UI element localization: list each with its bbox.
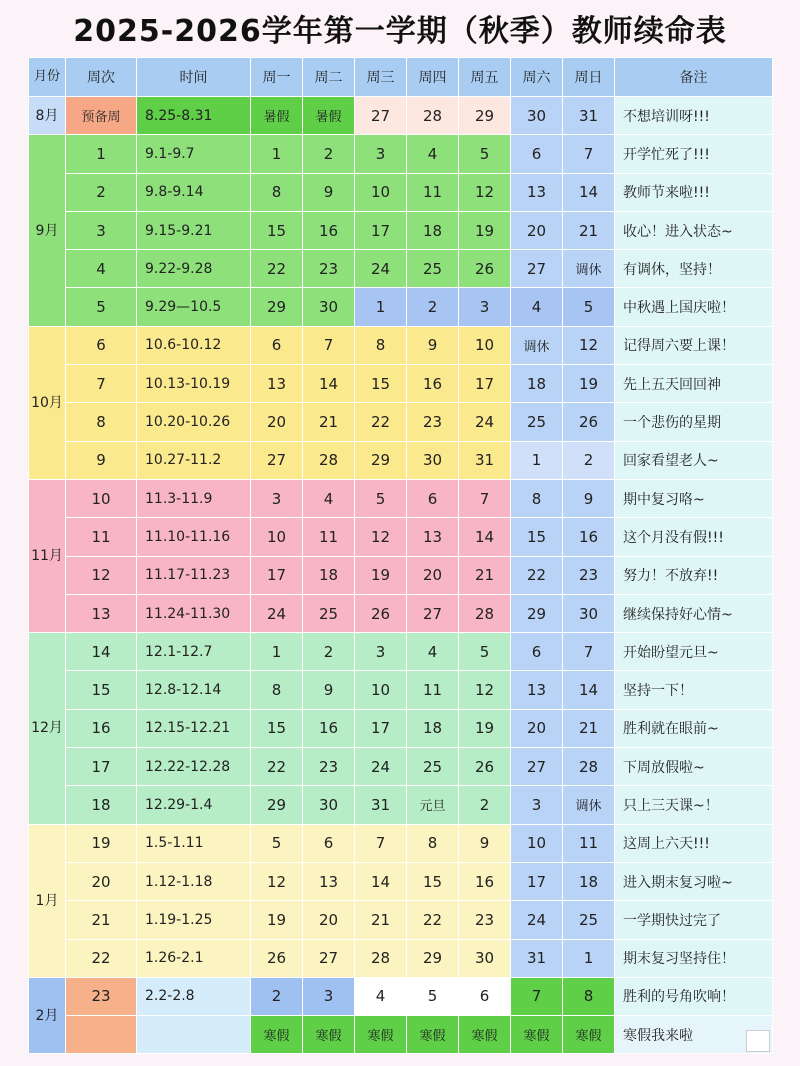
day-cell: 17: [355, 211, 407, 249]
day-cell: 30: [459, 939, 511, 977]
day-cell: 16: [303, 709, 355, 747]
day-cell: 12: [459, 671, 511, 709]
table-row: [29, 211, 773, 249]
date-range: 9.29—10.5: [137, 288, 251, 326]
page-title: 2025-2026学年第一学期（秋季）教师续命表: [73, 14, 727, 49]
day-cell: 21: [459, 556, 511, 594]
week-number: 10: [66, 479, 137, 517]
day-cell: 4: [511, 288, 563, 326]
day-cell: 19: [251, 901, 303, 939]
day-cell: 15: [511, 518, 563, 556]
day-cell: 14: [563, 671, 615, 709]
day-cell: 10: [355, 173, 407, 211]
day-cell: 27: [355, 97, 407, 135]
day-cell: 28: [563, 748, 615, 786]
note-cell: 中秋遇上国庆啦！: [615, 288, 773, 326]
day-cell: 14: [459, 518, 511, 556]
day-cell: 25: [511, 403, 563, 441]
day-cell: 6: [251, 326, 303, 364]
day-cell: 15: [251, 709, 303, 747]
week-number: 3: [66, 211, 137, 249]
day-cell: 23: [459, 901, 511, 939]
day-cell: 27: [407, 594, 459, 632]
week-number: 5: [66, 288, 137, 326]
column-header: 周一: [251, 58, 303, 97]
day-cell: 暑假: [303, 97, 355, 135]
day-cell: 8: [251, 671, 303, 709]
date-range: 11.24-11.30: [137, 594, 251, 632]
day-cell: 15: [251, 211, 303, 249]
week-number: 20: [66, 862, 137, 900]
table-row: [29, 633, 773, 671]
day-cell: 8: [355, 326, 407, 364]
table-row: [29, 977, 773, 1015]
table-row: [29, 288, 773, 326]
day-cell: 17: [459, 365, 511, 403]
day-cell: 11: [303, 518, 355, 556]
week-number: 17: [66, 748, 137, 786]
day-cell: 14: [303, 365, 355, 403]
column-header: 备注: [615, 58, 773, 97]
table-row: [29, 824, 773, 862]
week-number: 12: [66, 556, 137, 594]
day-cell: 4: [355, 977, 407, 1015]
month-label: 1月: [29, 824, 66, 977]
day-cell: 20: [511, 709, 563, 747]
column-header: 周三: [355, 58, 407, 97]
column-header: 时间: [137, 58, 251, 97]
day-cell: 20: [251, 403, 303, 441]
date-range: 10.27-11.2: [137, 441, 251, 479]
date-range: 2.2-2.8: [137, 977, 251, 1015]
day-cell: 17: [355, 709, 407, 747]
note-cell: 胜利就在眼前~: [615, 709, 773, 747]
date-range: 9.15-9.21: [137, 211, 251, 249]
table-row: [29, 671, 773, 709]
date-range: 11.17-11.23: [137, 556, 251, 594]
day-cell: 3: [251, 479, 303, 517]
day-cell: 11: [407, 173, 459, 211]
day-cell: 4: [303, 479, 355, 517]
day-cell: 12: [563, 326, 615, 364]
note-cell: 先上五天回回神: [615, 365, 773, 403]
day-cell: 8: [563, 977, 615, 1015]
day-cell: 19: [563, 365, 615, 403]
table-row: [29, 594, 773, 632]
day-cell: 24: [459, 403, 511, 441]
day-cell: 16: [303, 211, 355, 249]
note-cell: 只上三天课~！: [615, 786, 773, 824]
table-row: [29, 556, 773, 594]
date-range: 9.22-9.28: [137, 250, 251, 288]
table-row: [29, 862, 773, 900]
date-range: 12.1-12.7: [137, 633, 251, 671]
day-cell: 17: [511, 862, 563, 900]
day-cell: 29: [355, 441, 407, 479]
date-range: 12.15-12.21: [137, 709, 251, 747]
day-cell: 18: [407, 709, 459, 747]
day-cell: 7: [563, 135, 615, 173]
day-cell: 29: [459, 97, 511, 135]
table-row: [29, 518, 773, 556]
table-row: [29, 365, 773, 403]
week-number: 18: [66, 786, 137, 824]
day-cell: 6: [511, 135, 563, 173]
note-cell: 这周上六天!!!: [615, 824, 773, 862]
table-row: [29, 135, 773, 173]
day-cell: 26: [563, 403, 615, 441]
day-cell: 28: [355, 939, 407, 977]
day-cell: 5: [459, 135, 511, 173]
day-cell: 寒假: [303, 1016, 355, 1054]
day-cell: 26: [459, 748, 511, 786]
day-cell: 10: [251, 518, 303, 556]
note-cell: 坚持一下！: [615, 671, 773, 709]
day-cell: 30: [407, 441, 459, 479]
day-cell: 5: [355, 479, 407, 517]
column-header: 周六: [511, 58, 563, 97]
day-cell: 3: [303, 977, 355, 1015]
day-cell: 2: [251, 977, 303, 1015]
day-cell: 1: [511, 441, 563, 479]
day-cell: 12: [251, 862, 303, 900]
day-cell: 18: [511, 365, 563, 403]
day-cell: 30: [511, 97, 563, 135]
day-cell: 7: [459, 479, 511, 517]
day-cell: 30: [303, 288, 355, 326]
date-range: 1.12-1.18: [137, 862, 251, 900]
day-cell: 1: [251, 633, 303, 671]
day-cell: 18: [407, 211, 459, 249]
day-cell: 20: [407, 556, 459, 594]
date-range: 10.20-10.26: [137, 403, 251, 441]
column-header: 周二: [303, 58, 355, 97]
week-number: 14: [66, 633, 137, 671]
table-row: [29, 250, 773, 288]
day-cell: 19: [355, 556, 407, 594]
table-row: [29, 901, 773, 939]
week-number: 9: [66, 441, 137, 479]
day-cell: 29: [511, 594, 563, 632]
date-range: 12.29-1.4: [137, 786, 251, 824]
table-row: [29, 709, 773, 747]
day-cell: 23: [407, 403, 459, 441]
week-number: 13: [66, 594, 137, 632]
schedule-table: [28, 57, 773, 1054]
note-cell: 胜利的号角吹响！: [615, 977, 773, 1015]
day-cell: 14: [563, 173, 615, 211]
week-number: 预备周: [66, 97, 137, 135]
table-row: [29, 1016, 773, 1054]
table-row: [29, 479, 773, 517]
day-cell: 13: [511, 173, 563, 211]
day-cell: 13: [251, 365, 303, 403]
week-number: 19: [66, 824, 137, 862]
week-number: 23: [66, 977, 137, 1015]
week-number: 2: [66, 173, 137, 211]
day-cell: 3: [355, 135, 407, 173]
day-cell: 23: [563, 556, 615, 594]
day-cell: 17: [251, 556, 303, 594]
week-number: 8: [66, 403, 137, 441]
day-cell: 28: [459, 594, 511, 632]
month-label: 12月: [29, 633, 66, 824]
day-cell: 10: [459, 326, 511, 364]
day-cell: 3: [511, 786, 563, 824]
week-number: 4: [66, 250, 137, 288]
day-cell: 寒假: [511, 1016, 563, 1054]
day-cell: 25: [407, 250, 459, 288]
week-number: 11: [66, 518, 137, 556]
day-cell: 30: [563, 594, 615, 632]
day-cell: 5: [251, 824, 303, 862]
day-cell: 27: [511, 748, 563, 786]
day-cell: 2: [303, 633, 355, 671]
month-label: 10月: [29, 326, 66, 479]
day-cell: 7: [563, 633, 615, 671]
note-cell: 继续保持好心情~: [615, 594, 773, 632]
day-cell: 9: [303, 671, 355, 709]
day-cell: 26: [459, 250, 511, 288]
note-cell: 期末复习坚持住！: [615, 939, 773, 977]
table-row: [29, 441, 773, 479]
day-cell: 31: [459, 441, 511, 479]
table-row: [29, 173, 773, 211]
date-range: 1.26-2.1: [137, 939, 251, 977]
day-cell: 22: [251, 250, 303, 288]
day-cell: 28: [407, 97, 459, 135]
day-cell: 6: [407, 479, 459, 517]
day-cell: 9: [459, 824, 511, 862]
day-cell: 18: [563, 862, 615, 900]
day-cell: 21: [563, 211, 615, 249]
note-cell: 一学期快过完了: [615, 901, 773, 939]
day-cell: 13: [407, 518, 459, 556]
day-cell: 22: [355, 403, 407, 441]
table-row: [29, 326, 773, 364]
week-number: 16: [66, 709, 137, 747]
column-header: 月份: [29, 58, 66, 97]
day-cell: 31: [355, 786, 407, 824]
day-cell: 11: [563, 824, 615, 862]
day-cell: 21: [563, 709, 615, 747]
day-cell: 5: [407, 977, 459, 1015]
note-cell: 寒假我来啦: [615, 1016, 773, 1054]
day-cell: 22: [511, 556, 563, 594]
day-cell: 5: [563, 288, 615, 326]
date-range: 10.13-10.19: [137, 365, 251, 403]
day-cell: 23: [303, 250, 355, 288]
day-cell: 2: [407, 288, 459, 326]
day-cell: 10: [511, 824, 563, 862]
day-cell: 28: [303, 441, 355, 479]
day-cell: 24: [511, 901, 563, 939]
day-cell: 15: [407, 862, 459, 900]
note-cell: 开始盼望元旦~: [615, 633, 773, 671]
day-cell: 寒假: [563, 1016, 615, 1054]
day-cell: 24: [251, 594, 303, 632]
week-number: [66, 1016, 137, 1054]
day-cell: 4: [407, 633, 459, 671]
day-cell: 31: [563, 97, 615, 135]
note-cell: 记得周六要上课！: [615, 326, 773, 364]
week-number: 21: [66, 901, 137, 939]
date-range: 1.19-1.25: [137, 901, 251, 939]
day-cell: 27: [511, 250, 563, 288]
day-cell: 16: [407, 365, 459, 403]
day-cell: 27: [251, 441, 303, 479]
note-cell: 期中复习咯~: [615, 479, 773, 517]
day-cell: 27: [303, 939, 355, 977]
day-cell: 26: [251, 939, 303, 977]
day-cell: 2: [563, 441, 615, 479]
day-cell: 调休: [563, 250, 615, 288]
day-cell: 6: [303, 824, 355, 862]
date-range: 9.1-9.7: [137, 135, 251, 173]
header-row: [29, 58, 773, 97]
note-cell: 收心！进入状态~: [615, 211, 773, 249]
day-cell: 21: [355, 901, 407, 939]
day-cell: 16: [459, 862, 511, 900]
day-cell: 元旦: [407, 786, 459, 824]
day-cell: 7: [355, 824, 407, 862]
day-cell: 7: [511, 977, 563, 1015]
day-cell: 21: [303, 403, 355, 441]
day-cell: 12: [355, 518, 407, 556]
day-cell: 3: [355, 633, 407, 671]
month-label: 11月: [29, 479, 66, 632]
month-label: 8月: [29, 97, 66, 135]
table-row: [29, 786, 773, 824]
day-cell: 20: [511, 211, 563, 249]
date-range: [137, 1016, 251, 1054]
day-cell: 2: [459, 786, 511, 824]
day-cell: 8: [407, 824, 459, 862]
day-cell: 18: [303, 556, 355, 594]
day-cell: 29: [407, 939, 459, 977]
note-cell: 回家看望老人~: [615, 441, 773, 479]
table-row: [29, 97, 773, 135]
date-range: 11.10-11.16: [137, 518, 251, 556]
week-number: 15: [66, 671, 137, 709]
day-cell: 5: [459, 633, 511, 671]
note-cell: 这个月没有假!!!: [615, 518, 773, 556]
day-cell: 11: [407, 671, 459, 709]
week-number: 1: [66, 135, 137, 173]
day-cell: 2: [303, 135, 355, 173]
day-cell: 6: [459, 977, 511, 1015]
day-cell: 31: [511, 939, 563, 977]
note-cell: 下周放假啦~: [615, 748, 773, 786]
day-cell: 4: [407, 135, 459, 173]
table-row: [29, 748, 773, 786]
column-header: 周五: [459, 58, 511, 97]
column-header: 周四: [407, 58, 459, 97]
day-cell: 1: [251, 135, 303, 173]
date-range: 10.6-10.12: [137, 326, 251, 364]
week-number: 22: [66, 939, 137, 977]
note-cell: 有调休，坚持！: [615, 250, 773, 288]
day-cell: 19: [459, 211, 511, 249]
day-cell: 8: [511, 479, 563, 517]
day-cell: 24: [355, 250, 407, 288]
note-cell: 一个悲伤的星期: [615, 403, 773, 441]
day-cell: 25: [563, 901, 615, 939]
day-cell: 22: [407, 901, 459, 939]
day-cell: 29: [251, 786, 303, 824]
day-cell: 24: [355, 748, 407, 786]
column-header: 周日: [563, 58, 615, 97]
note-cell: 教师节来啦!!!: [615, 173, 773, 211]
day-cell: 1: [563, 939, 615, 977]
week-number: 7: [66, 365, 137, 403]
day-cell: 9: [303, 173, 355, 211]
day-cell: 22: [251, 748, 303, 786]
day-cell: 12: [459, 173, 511, 211]
day-cell: 6: [511, 633, 563, 671]
date-range: 8.25-8.31: [137, 97, 251, 135]
day-cell: 26: [355, 594, 407, 632]
day-cell: 7: [303, 326, 355, 364]
day-cell: 寒假: [407, 1016, 459, 1054]
date-range: 1.5-1.11: [137, 824, 251, 862]
table-row: [29, 403, 773, 441]
table-row: [29, 939, 773, 977]
day-cell: 1: [355, 288, 407, 326]
day-cell: 29: [251, 288, 303, 326]
date-range: 12.8-12.14: [137, 671, 251, 709]
day-cell: 23: [303, 748, 355, 786]
day-cell: 9: [407, 326, 459, 364]
date-range: 12.22-12.28: [137, 748, 251, 786]
month-label: 2月: [29, 977, 66, 1054]
day-cell: 寒假: [459, 1016, 511, 1054]
day-cell: 13: [511, 671, 563, 709]
day-cell: 13: [303, 862, 355, 900]
day-cell: 寒假: [251, 1016, 303, 1054]
day-cell: 16: [563, 518, 615, 556]
day-cell: 30: [303, 786, 355, 824]
note-cell: 进入期末复习啦~: [615, 862, 773, 900]
day-cell: 14: [355, 862, 407, 900]
note-cell: 努力！不放弃!!: [615, 556, 773, 594]
note-cell: 不想培训呀!!!: [615, 97, 773, 135]
day-cell: 20: [303, 901, 355, 939]
scroll-corner-handle[interactable]: [746, 1030, 770, 1052]
column-header: 周次: [66, 58, 137, 97]
day-cell: 调休: [563, 786, 615, 824]
date-range: 9.8-9.14: [137, 173, 251, 211]
day-cell: 15: [355, 365, 407, 403]
month-label: 9月: [29, 135, 66, 326]
day-cell: 寒假: [355, 1016, 407, 1054]
day-cell: 调休: [511, 326, 563, 364]
day-cell: 8: [251, 173, 303, 211]
note-cell: 开学忙死了!!!: [615, 135, 773, 173]
day-cell: 9: [563, 479, 615, 517]
day-cell: 3: [459, 288, 511, 326]
day-cell: 25: [407, 748, 459, 786]
day-cell: 19: [459, 709, 511, 747]
week-number: 6: [66, 326, 137, 364]
day-cell: 暑假: [251, 97, 303, 135]
day-cell: 25: [303, 594, 355, 632]
day-cell: 10: [355, 671, 407, 709]
date-range: 11.3-11.9: [137, 479, 251, 517]
